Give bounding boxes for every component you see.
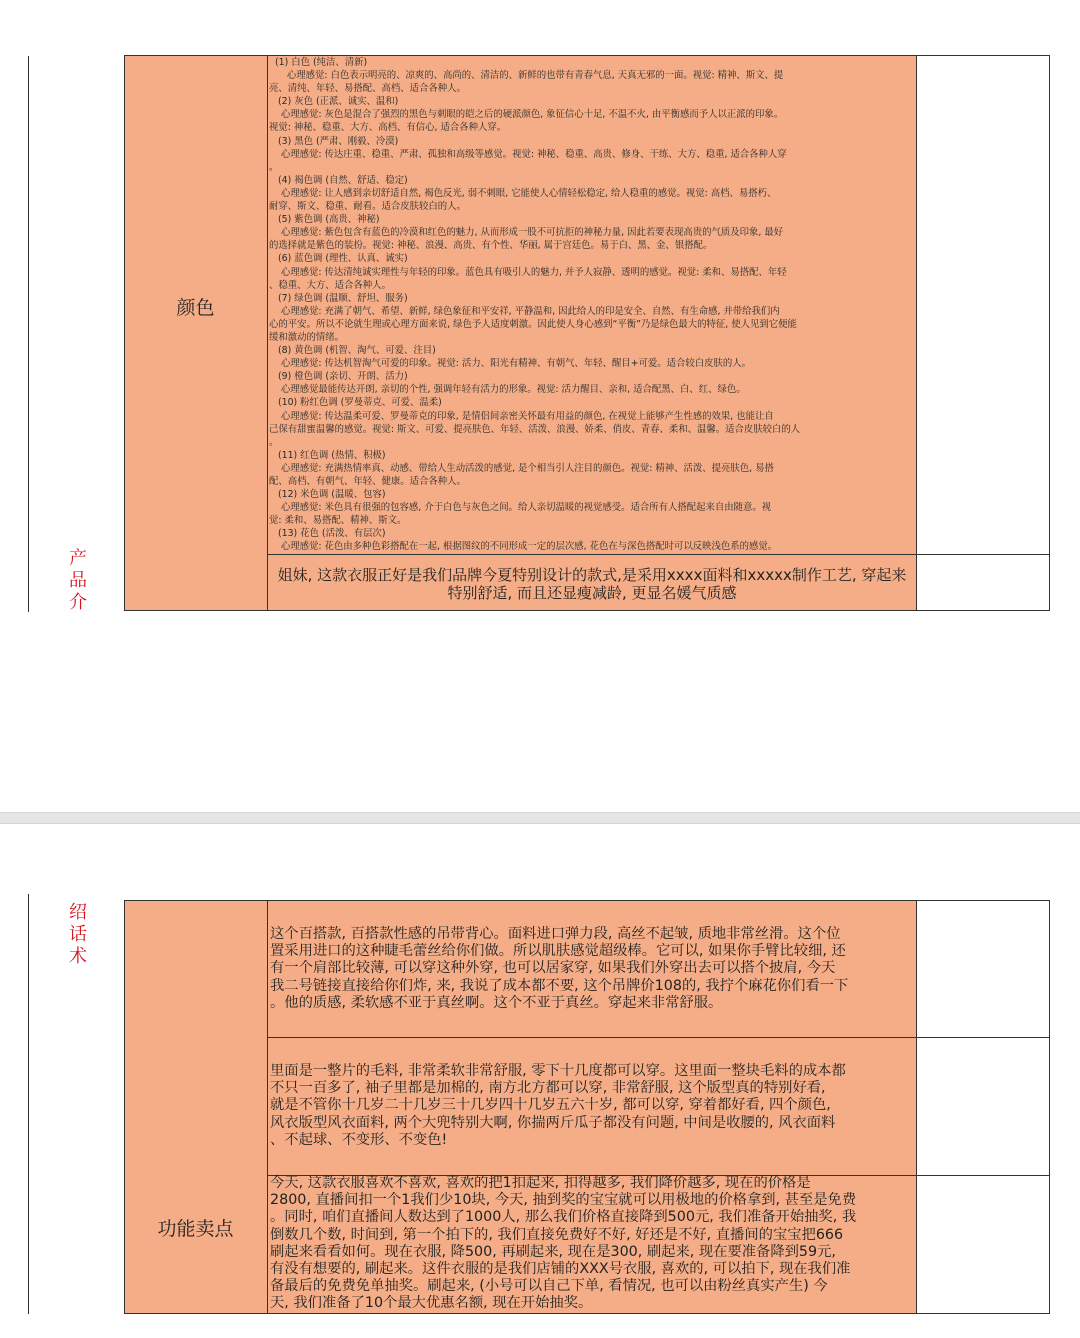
- intro-sentence: 姐妹, 这款衣服正好是我们品牌今夏特别设计的款式,是采用xxxx面料和xxxxx制作工艺, 穿起来特别舒适, 而且还显瘦减龄, 更显名媛气质感: [277, 566, 907, 602]
- label-cell-function: [124, 900, 267, 1314]
- col-line-4: [1049, 55, 1050, 611]
- section-vertical-label-1: 产品介: [69, 548, 87, 613]
- label-cell-color: [124, 55, 267, 611]
- left-border-line-2: [28, 894, 29, 1314]
- table2-col-line-3: [916, 900, 917, 1314]
- table2-col-line-1: [124, 900, 125, 1314]
- section-vertical-label-2: 绍话术: [69, 902, 87, 967]
- selling-point-paragraph-2: 里面是一整片的毛料, 非常柔软非常舒服, 零下十几度都可以穿。这里面一整块毛料的成本都 不只一百多了, 袖子里都是加棉的, 南方北方都可以穿, 非常舒服, 这个版型真的特别好看, 就是不管你十几岁二十几岁三十几岁四十几岁五六十岁, 都可以穿, 穿着都好看, 四个颜色, 风衣版型风衣面料, 两个大兜特别大啊, 你揣两斤瓜子都没有问题, 中间是收腰的, 风衣面料 、不起球、不变形、不变色!: [270, 1063, 846, 1148]
- selling-point-paragraph-1: 这个百搭款, 百搭款性感的吊带背心。面料进口弹力段, 高丝不起皱, 质地非常丝滑。这个位 置采用进口的这种睫毛蕾丝给你们做。所以肌肤感觉超级棒。它可以, 如果你手臂比较细, 还 有一个肩部比较薄, 可以穿这种外穿, 也可以居家穿, 如果我们外穿出去可以搭个披肩, 今天 我二号链接直接给你们炸, 来, 我说了成本都不要, 这个吊牌价108的, 我拧个麻花你们看一下 。他的质感, 柔软感不亚于真丝啊。这个不亚于真丝。穿起来非常舒服。: [270, 926, 849, 1011]
- table2-row-line-1: [267, 1037, 1050, 1038]
- selling-point-paragraph-3: 今天, 这款衣服喜欢不喜欢, 喜欢的把1扣起来, 扣得越多, 我们降价越多, 现在的价格是 2800, 直播间扣一个1我们少10块, 今天, 抽到奖的宝宝就可以用极地的价格拿到, 甚至是免费 。同时, 咱们直播间人数达到了1000人, 那么我们价格直接降到500元, 我们准备开始抽奖, 我 倒数几个数, 时间到, 第一个拍下的, 我们直接免费好不好, 好还是不好, 直播间的宝宝把666 刷起来看看如何。现在衣服, 降500, 再刷起来, 现在是300, 刷起来, 现在要准备降到59元, 有没有想要的, 刷起来。这件衣服的是我们店铺的XXX号衣服, 喜欢的, 可以拍下, 现在我们准 备最后的免费免单抽奖。刷起来, (小号可以自己下单, 看情况, 也可以由粉丝真实产生) 今 天, 我们准备了10个最大优惠名额, 现在开始抽奖。: [270, 1175, 857, 1312]
- left-border-line: [28, 56, 29, 612]
- row-label-function: 功能卖点: [157, 1218, 234, 1240]
- col-line-1: [124, 55, 125, 611]
- col-line-2: [267, 55, 268, 611]
- page-separator: [0, 812, 1080, 824]
- row-divider-line: [267, 554, 1050, 555]
- color-details-text: (1) 白色 (纯洁、清新) 心理感觉: 白色表示明亮的、凉爽的、高尚的、清洁的、新鲜的也带有青春气息, 天真无邪的一面。视觉: 精神、斯文、提 亮、清纯、年轻、易搭配、高档、适合各种人。 (2) 灰色 (正派、诚实、温和) 心理感觉: 灰色是混合了强烈的黑色与刺眼的皑之后的硬派颜色, 象征信心十足, 不温不火, 由平衡感而予人以正派的印象。 视觉: 神秘、稳重、大方、高档、有信心, 适合各种人穿。 (3) 黑色 (严肃、刚毅、冷漠) 心理感觉: 传达庄重、稳重、严肃、孤独和高级等感觉。视觉: 神秘、稳重、高贵、修身、干练、大方、稳重, 适合各种人穿 。 (4) 褐色调 (自然、舒适、稳定) 心理感觉: 让人感到亲切舒适自然, 褐色反光, 弱不刺眼, 它能使人心情轻松稳定, 给人稳重的感觉。视觉: 高档、易搭朽、 耐穿、斯文、稳重、耐看。适合皮肤较白的人。 (5) 紫色调 (高贵、神秘) 心理感觉: 紫色包含有蓝色的冷漠和红色的魅力, 从而形成一股不可抗拒的神秘力量, 因此若要表现高贵的气质及印象, 最好 的选择就是紫色的装扮。视觉: 神秘、浪漫、高贵、有个性、华丽, 属于宫廷色。易于白、黑、金、银搭配。 (6) 蓝色调 (理性、认真、诚实) 心理感觉: 传达清纯诚实理性与年轻的印象。蓝色具有吸引人的魅力, 并予人寂静、透明的感觉。视觉: 柔和、易搭配、年轻 、稳重、大方、适合各种人。 (7) 绿色调 (温顺、舒坦、服务) 心理感觉: 充满了朝气、希望、新鲜, 绿色象征和平安祥, 平静温和, 因此给人的印是安全、自然、有生命感, 并带给我们内 心的平安。所以不论就生理或心理方面来说, 绿色予人适度刺激。因此使人身心感到“平衡”乃是绿色最大的特征, 使人见到它便能 缓和激动的情绪。 (8) 黄色调 (机智、淘气、可爱、注目) 心理感觉: 传达机智淘气可爱的印象。视觉: 活力、阳光有精神、有朝气、年轻、醒目+可爱。适合较白皮肤的人。 (9) 橙色调 (亲切、开朗、活力) 心理感觉最能传达开朗, 亲切的个性, 强调年轻有活力的形象。视觉: 活力醒目、亲和, 适合配黑、白、红、绿色。 (10) 粉红色调 (罗曼蒂克、可爱、温柔) 心理感觉: 传达温柔可爱、罗曼蒂克的印象, 是情侣间亲密关怀最有用益的颜色, 在视觉上能够产生性感的效果, 也能让自 己保有甜蜜温馨的感觉。视觉: 斯文、可爱、提亮肤色、年轻、活泼、浪漫、娇柔、俏皮、青春、柔和、温馨。适合皮肤较白的人 。 (11) 红色调 (热情、积极) 心理感觉: 充满热情率真、动感、带给人生动活泼的感觉, 是个相当引人注目的颜色。视觉: 精神、活泼、提亮肤色, 易搭 配、高档、有朝气、年轻、健康。适合各种人。 (12) 米色调 (温暖、包容) 心理感觉: 米色具有很强的包容感, 介于白色与灰色之间。给人亲切温暖的视觉感受。适合所有人搭配起来自由随意。视 觉: 柔和、易搭配、精神、斯文。 (13) 花色 (活泼、有层次) 心理感觉: 花色由多种色彩搭配在一起, 根据图纹的不同形成一定的层次感, 花色在与深色搭配时可以反映浅色系的感觉。: [269, 57, 801, 553]
- table-bottom-line: [124, 610, 1050, 611]
- document-page-2: [0, 824, 1080, 1338]
- col-line-3: [916, 55, 917, 611]
- table2-col-line-4: [1049, 900, 1050, 1314]
- table2-top-line: [124, 900, 1050, 901]
- table2-col-line-2: [267, 900, 268, 1314]
- table2-bottom-line: [124, 1313, 1050, 1314]
- row-label-color: 颜色: [176, 297, 215, 319]
